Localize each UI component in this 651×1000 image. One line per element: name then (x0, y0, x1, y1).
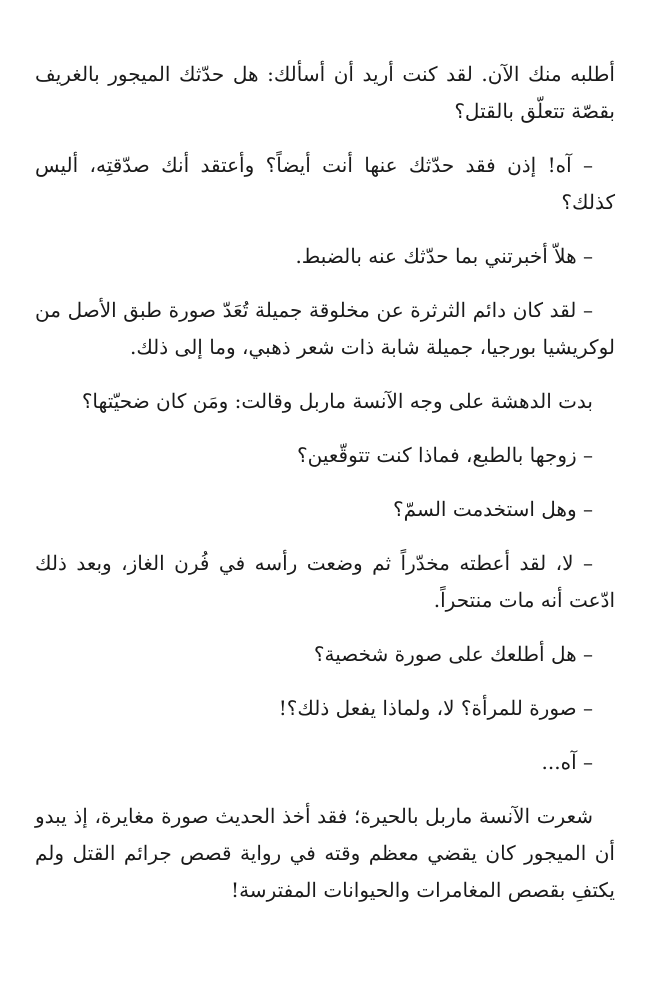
dialogue-line: – صورة للمرأة؟ لا، ولماذا يفعل ذلك؟! (278, 696, 593, 720)
dialogue-line: – وهل استخدمت السمّ؟ (393, 497, 593, 521)
dialogue-line: – هل أطلعك على صورة شخصية؟ (313, 642, 593, 666)
dialogue-line: – آه... (541, 750, 593, 774)
dialogue-line: – لقد كان دائم الثرثرة عن مخلوقة جميلة تُعَدّ صورة طبق الأصل من لوكريشيا بورجيا، جميلة شابة ذات شعر ذهبي، وما إلى ذلك. (35, 298, 615, 359)
dialogue-line: – هلاّ أخبرتني بما حدّثك عنه بالضبط. (295, 244, 593, 268)
narrative-paragraph: بدت الدهشة على وجه الآنسة ماربل وقالت: ومَن كان ضحيّتها؟ (81, 389, 593, 413)
book-page (35, 56, 615, 926)
dialogue-line: – زوجها بالطبع، فماذا كنت تتوقّعين؟ (297, 443, 593, 467)
narrative-paragraph: شعرت الآنسة ماربل بالحيرة؛ فقد أخذ الحديث صورة مغايرة، إذ يبدو أن الميجور كان يقضي معظم وقته في رواية قصص جرائم القتل ولم يكتفِ بقصص المغامرات والحيوانات المفترسة! (35, 804, 615, 902)
dialogue-line: – آه! إذن فقد حدّثك عنها أنت أيضاً؟ وأعتقد أنك صدّقتِه، أليس كذلك؟ (35, 153, 615, 214)
dialogue-line: – لا، لقد أعطته مخدّراً ثم وضعت رأسه في فُرن الغاز، وبعد ذلك ادّعت أنه مات منتحراً. (35, 551, 615, 612)
paragraph-continuation: أطلبه منك الآن. لقد كنت أريد أن أسألك: هل حدّثك الميجور بالغريف بقصّة تتعلّق بالقتل؟ (35, 62, 615, 123)
